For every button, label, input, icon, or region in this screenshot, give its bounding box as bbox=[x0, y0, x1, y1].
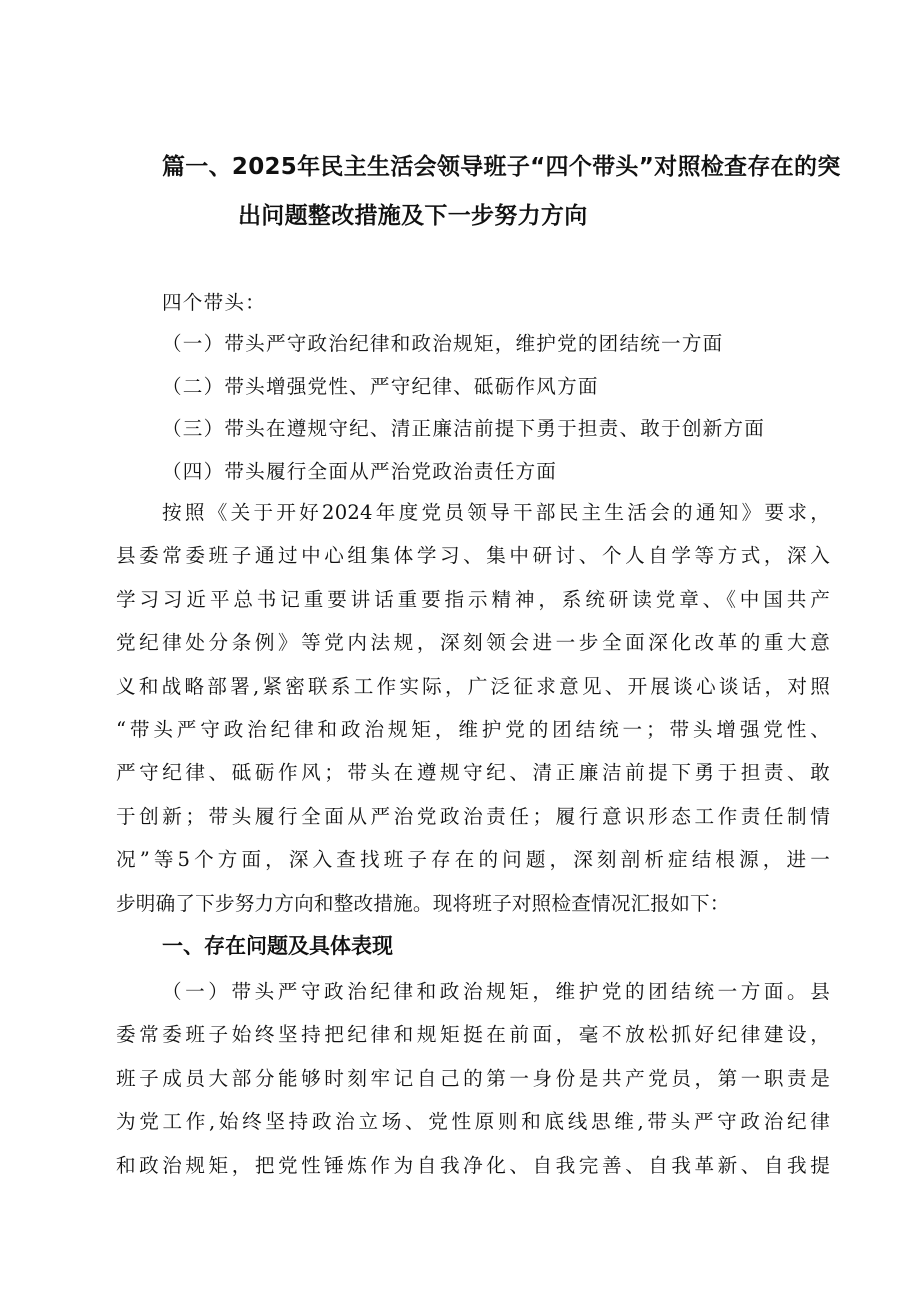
paragraph-2 bbox=[116, 970, 830, 1187]
four-item-4: （四）带头履行全面从严治党政治责任方面 bbox=[162, 460, 558, 483]
section-heading: 一、存在问题及具体表现 bbox=[162, 934, 393, 958]
paragraph-1-line: 县委常委班子通过中心组集体学习、集中研讨、个人自学等方式，深入 bbox=[116, 544, 830, 568]
paragraph-1-line: “带头严守政治纪律和政治规矩，维护党的团结统一；带头增强党性、 bbox=[116, 718, 830, 742]
paragraph-1-line: 学习习近平总书记重要讲话重要指示精神，系统研读党章、《中国共产 bbox=[116, 587, 830, 611]
document-title-line-2: 出问题整改措施及下一步努力方向 bbox=[238, 203, 588, 229]
paragraph-2-line: 委常委班子始终坚持把纪律和规矩挺在前面，毫不放松抓好纪律建设， bbox=[116, 1023, 830, 1047]
paragraph-2-line: 班子成员大部分能够时刻牢记自己的第一身份是共产党员，第一职责是 bbox=[116, 1066, 830, 1090]
paragraph-1 bbox=[116, 491, 830, 925]
paragraph-2-line: 和政治规矩，把党性锤炼作为自我净化、自我完善、自我革新、自我提 bbox=[116, 1153, 830, 1177]
document-title-line-1: 篇一、2025年民主生活会领导班子“四个带头”对照检查存在的突 bbox=[162, 154, 841, 180]
paragraph-2-line: （一）带头严守政治纪律和政治规矩，维护党的团结统一方面。县 bbox=[162, 980, 830, 1003]
paragraph-1-line: 于创新；带头履行全面从严治党政治责任；履行意识形态工作责任制情 bbox=[116, 804, 830, 828]
four-item-1: （一）带头严守政治纪律和政治规矩，维护党的团结统一方面 bbox=[162, 332, 724, 355]
paragraph-2-line: 为党工作,始终坚持政治立场、党性原则和底线思维,带头严守政治纪律 bbox=[116, 1110, 830, 1134]
four-item-2: （二）带头增强党性、严守纪律、砥砺作风方面 bbox=[162, 375, 599, 398]
paragraph-1-line: 党纪律处分条例》等党内法规，深刻领会进一步全面深化改革的重大意 bbox=[116, 631, 830, 655]
paragraph-1-line: 按照《关于开好2024年度党员领导干部民主生活会的通知》要求， bbox=[162, 501, 830, 524]
paragraph-1-line: 步明确了下步努力方向和整改措施。现将班子对照检查情况汇报如下： bbox=[116, 891, 730, 915]
intro-label: 四个带头： bbox=[162, 291, 266, 314]
four-item-3: （三）带头在遵规守纪、清正廉洁前提下勇于担责、敢于创新方面 bbox=[162, 417, 766, 440]
paragraph-1-line: 严守纪律、砥砺作风；带头在遵规守纪、清正廉洁前提下勇于担责、敢 bbox=[116, 761, 830, 785]
paragraph-1-line: 况”等5个方面，深入查找班子存在的问题，深刻剖析症结根源，进一 bbox=[116, 848, 830, 872]
paragraph-1-line: 义和战略部署,紧密联系工作实际，广泛征求意见、开展谈心谈话，对照 bbox=[116, 674, 830, 698]
